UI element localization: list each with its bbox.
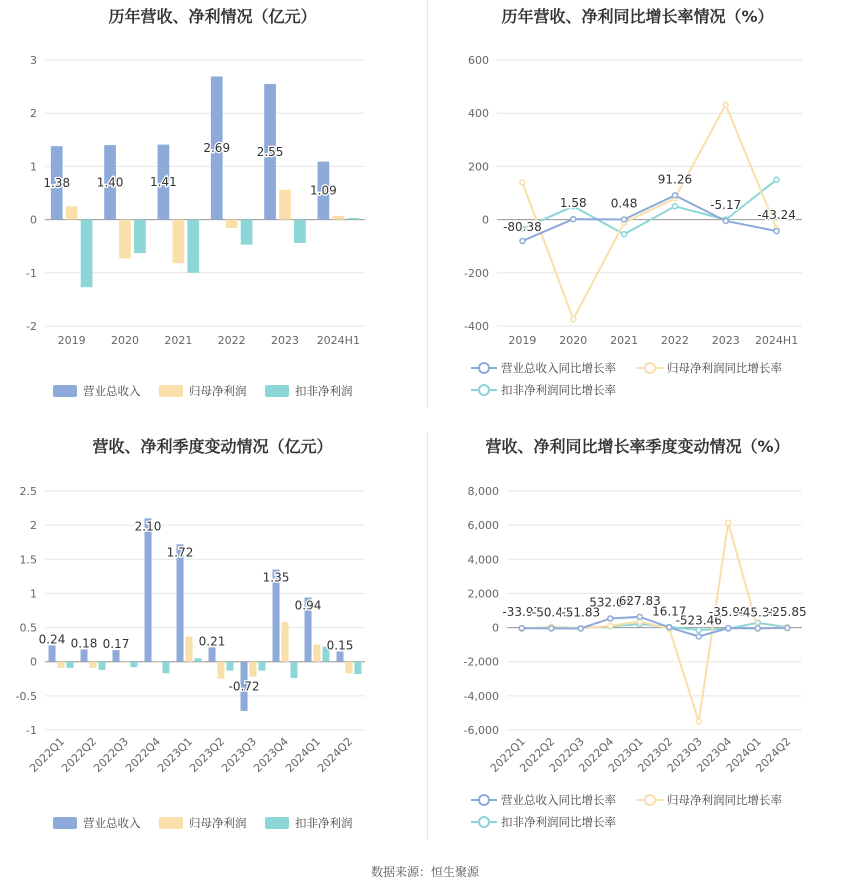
data-label: 0.48 <box>610 196 638 211</box>
x-tick-label: 2022 <box>217 334 246 347</box>
y-tick-label: 0 <box>482 213 489 227</box>
x-tick-label: 2022Q4 <box>123 734 164 775</box>
x-tick-label: 2022Q3 <box>91 734 132 775</box>
quarterly-growth-panel <box>425 430 850 850</box>
data-point <box>519 626 524 631</box>
x-tick-label: 2024Q1 <box>283 734 324 775</box>
legend-swatch-marker <box>479 385 489 395</box>
y-tick-label: 1 <box>30 160 37 174</box>
bar <box>194 658 201 661</box>
bar <box>81 220 93 288</box>
panel-title: 历年营收、净利情况（亿元） <box>108 7 317 26</box>
quarter-bar-chart <box>0 430 425 850</box>
data-label: 0.18 <box>70 636 98 651</box>
y-tick-label: 200 <box>468 160 489 174</box>
x-tick-label: 2022 <box>660 334 689 347</box>
panel-title: 历年营收、净利同比增长率情况（%） <box>501 7 774 26</box>
x-tick-label: 2020 <box>559 334 588 347</box>
x-tick-label: 2022Q3 <box>546 734 587 775</box>
legend-label: 营业总收入同比增长率 <box>501 793 616 807</box>
y-tick-label: 2.5 <box>19 485 37 498</box>
data-label: 16.17 <box>652 604 687 619</box>
x-tick-label: 2024Q2 <box>753 734 794 775</box>
data-label: 2.10 <box>134 519 162 534</box>
y-tick-label: 4,000 <box>467 553 499 567</box>
y-tick-label: 0 <box>30 213 37 227</box>
bar <box>241 220 253 245</box>
bar <box>217 662 224 679</box>
x-tick-label: 2022Q2 <box>517 734 558 775</box>
x-tick-label: 2023 <box>271 334 299 347</box>
legend-swatch <box>159 385 183 397</box>
data-point <box>726 520 731 525</box>
legend-label: 营业总收入同比增长率 <box>501 361 616 375</box>
data-label: 1.41 <box>150 175 177 190</box>
x-tick-label: 2023Q4 <box>694 734 735 775</box>
legend-label: 营业总收入 <box>83 384 141 398</box>
bar <box>279 190 291 220</box>
legend-label: 归母净利润同比增长率 <box>667 793 782 807</box>
data-point <box>637 614 642 619</box>
y-tick-label: -2 <box>26 320 37 333</box>
data-point <box>672 204 677 209</box>
panel-title: 营收、净利同比增长率季度变动情况（%） <box>485 437 790 456</box>
data-label: 2.69 <box>203 141 231 156</box>
x-tick-label: 2023Q3 <box>219 734 260 775</box>
legend-label: 扣非净利润 <box>295 384 353 398</box>
y-tick-label: 600 <box>468 54 489 67</box>
legend-swatch-marker <box>479 363 489 373</box>
data-point <box>726 626 731 631</box>
data-point <box>622 232 627 237</box>
legend-swatch <box>53 385 77 397</box>
bar <box>172 220 184 264</box>
legend-swatch <box>159 817 183 829</box>
bar <box>354 662 361 674</box>
y-tick-label: -2,000 <box>463 655 499 669</box>
data-point <box>578 626 583 631</box>
bar <box>290 662 297 678</box>
x-tick-label: 2022Q1 <box>487 734 528 775</box>
y-tick-label: -0.5 <box>15 689 37 703</box>
bar <box>121 662 128 663</box>
x-tick-label: 2024H1 <box>754 334 799 347</box>
legend-swatch-marker <box>645 795 655 805</box>
bar <box>130 662 137 667</box>
annual-revenue-profit-panel <box>0 0 425 410</box>
bar <box>313 645 320 662</box>
bar <box>66 662 73 668</box>
bar <box>49 645 56 661</box>
data-label: 1.35 <box>262 570 290 585</box>
data-point <box>571 317 576 322</box>
y-tick-label: 0 <box>492 621 499 635</box>
y-tick-label: 2 <box>30 107 37 121</box>
legend-label: 扣非净利润 <box>295 816 353 830</box>
bar <box>57 662 64 668</box>
legend-label: 归母净利润 <box>189 384 247 398</box>
bar <box>226 220 238 229</box>
data-point <box>723 102 728 107</box>
quarterly-revenue-profit-panel <box>0 430 425 850</box>
data-point <box>696 634 701 639</box>
legend-label: 扣非净利润同比增长率 <box>501 815 616 829</box>
data-label: 0.21 <box>198 634 226 649</box>
y-tick-label: -4,000 <box>463 689 499 703</box>
legend-swatch <box>53 817 77 829</box>
bar <box>345 662 352 674</box>
y-tick-label: -1 <box>26 266 37 280</box>
bar <box>332 216 344 220</box>
bar <box>177 544 184 661</box>
data-point <box>608 616 613 621</box>
data-label: 0.15 <box>326 638 354 653</box>
legend-label: 归母净利润 <box>189 816 247 830</box>
bar <box>294 220 306 243</box>
bar <box>134 220 146 254</box>
x-tick-label: 2023Q3 <box>664 734 705 775</box>
data-label: -5.17 <box>710 197 742 212</box>
bar <box>113 650 120 662</box>
bar <box>249 662 256 677</box>
y-tick-label: 0.5 <box>19 621 37 635</box>
panel-title: 营收、净利季度变动情况（亿元） <box>92 437 333 456</box>
data-label: -45.36 <box>738 605 778 620</box>
x-tick-label: 2021 <box>610 334 639 347</box>
data-point <box>774 177 779 182</box>
bar <box>281 622 288 662</box>
data-label: 627.83 <box>618 593 661 608</box>
bar <box>119 220 131 259</box>
x-tick-label: 2024H1 <box>316 334 360 347</box>
x-tick-label: 2022Q1 <box>27 734 68 775</box>
data-label: 1.72 <box>166 545 194 560</box>
data-point <box>571 217 576 222</box>
legend-label: 营业总收入 <box>83 816 141 830</box>
bar <box>162 662 169 674</box>
y-tick-label: -200 <box>464 266 489 280</box>
data-label: -43.24 <box>757 208 796 223</box>
y-tick-label: 400 <box>468 107 489 121</box>
data-label: 1.58 <box>559 196 587 211</box>
x-tick-label: 2023Q2 <box>187 734 228 775</box>
data-point <box>672 193 677 198</box>
y-tick-label: 1.5 <box>19 553 37 567</box>
data-label: -51.83 <box>561 605 601 620</box>
x-tick-label: 2019 <box>508 334 537 347</box>
annual-bar-chart <box>0 0 425 410</box>
data-source-note: 数据来源：恒生聚源 <box>370 865 479 879</box>
legend-swatch-marker <box>479 817 489 827</box>
data-point <box>608 623 613 628</box>
x-tick-label: 2023Q4 <box>251 734 292 775</box>
bar <box>347 218 359 220</box>
y-tick-label: 0 <box>30 655 37 669</box>
data-point <box>622 217 627 222</box>
data-label: 0.17 <box>102 637 130 652</box>
y-tick-label: 3 <box>30 54 37 67</box>
x-tick-label: 2021 <box>164 334 193 347</box>
data-label: 532.04 <box>589 595 632 610</box>
data-label: 1.09 <box>310 183 337 198</box>
legend-swatch <box>265 385 289 397</box>
bar <box>185 636 192 661</box>
x-tick-label: 2023Q2 <box>635 734 676 775</box>
data-label: 1.40 <box>96 175 124 190</box>
data-label: -35.99 <box>708 605 748 620</box>
y-tick-label: 8,000 <box>467 485 499 498</box>
bar <box>145 518 152 661</box>
y-tick-label: 2,000 <box>467 587 499 601</box>
bar <box>337 651 344 661</box>
data-point <box>785 626 790 631</box>
data-label: 0.94 <box>294 598 322 613</box>
x-tick-label: 2019 <box>57 334 86 347</box>
data-label: -25.85 <box>767 605 807 620</box>
legend-swatch-marker <box>479 795 489 805</box>
x-tick-label: 2023Q1 <box>605 734 646 775</box>
y-tick-label: -1 <box>26 724 37 737</box>
legend-swatch <box>265 817 289 829</box>
bar <box>226 662 233 671</box>
x-tick-label: 2023 <box>711 334 740 347</box>
y-tick-label: -400 <box>464 320 489 333</box>
bar <box>81 649 88 661</box>
data-point <box>755 626 760 631</box>
data-point <box>723 218 728 223</box>
x-tick-label: 2024Q2 <box>315 734 356 775</box>
bar <box>209 647 216 661</box>
y-tick-label: 6,000 <box>467 519 499 533</box>
data-label: -80.38 <box>503 219 542 234</box>
bar <box>187 220 199 273</box>
data-label: 0.24 <box>38 632 66 647</box>
data-label: -33.97 <box>502 605 542 620</box>
bar <box>89 662 96 668</box>
bar <box>98 662 105 670</box>
y-tick-label: 1 <box>30 587 37 601</box>
data-label: 91.26 <box>657 172 693 187</box>
y-tick-label: -6,000 <box>463 724 499 737</box>
legend-label: 归母净利润同比增长率 <box>667 361 782 375</box>
data-label: 2.55 <box>256 144 284 159</box>
annual-line-chart <box>425 0 850 410</box>
data-point <box>667 625 672 630</box>
x-tick-label: 2023Q1 <box>155 734 196 775</box>
bar <box>66 206 78 219</box>
annual-growth-panel <box>425 0 850 410</box>
x-tick-label: 2022Q4 <box>576 734 617 775</box>
data-point <box>774 229 779 234</box>
legend-swatch-marker <box>645 363 655 373</box>
data-label: -0.72 <box>228 679 260 694</box>
bar <box>258 662 265 671</box>
x-tick-label: 2020 <box>111 334 139 347</box>
bar <box>153 662 160 663</box>
data-point <box>520 238 525 243</box>
data-label: -523.46 <box>675 613 722 628</box>
data-point <box>696 628 701 633</box>
data-label: -50.43 <box>531 605 571 620</box>
y-tick-label: 2 <box>30 519 37 533</box>
quarter-line-chart <box>425 430 850 850</box>
data-point <box>696 719 701 724</box>
data-label: 1.38 <box>43 175 71 190</box>
x-tick-label: 2024Q1 <box>723 734 764 775</box>
data-point <box>520 180 525 185</box>
legend-label: 扣非净利润同比增长率 <box>501 383 616 397</box>
data-point <box>549 626 554 631</box>
x-tick-label: 2022Q2 <box>59 734 100 775</box>
